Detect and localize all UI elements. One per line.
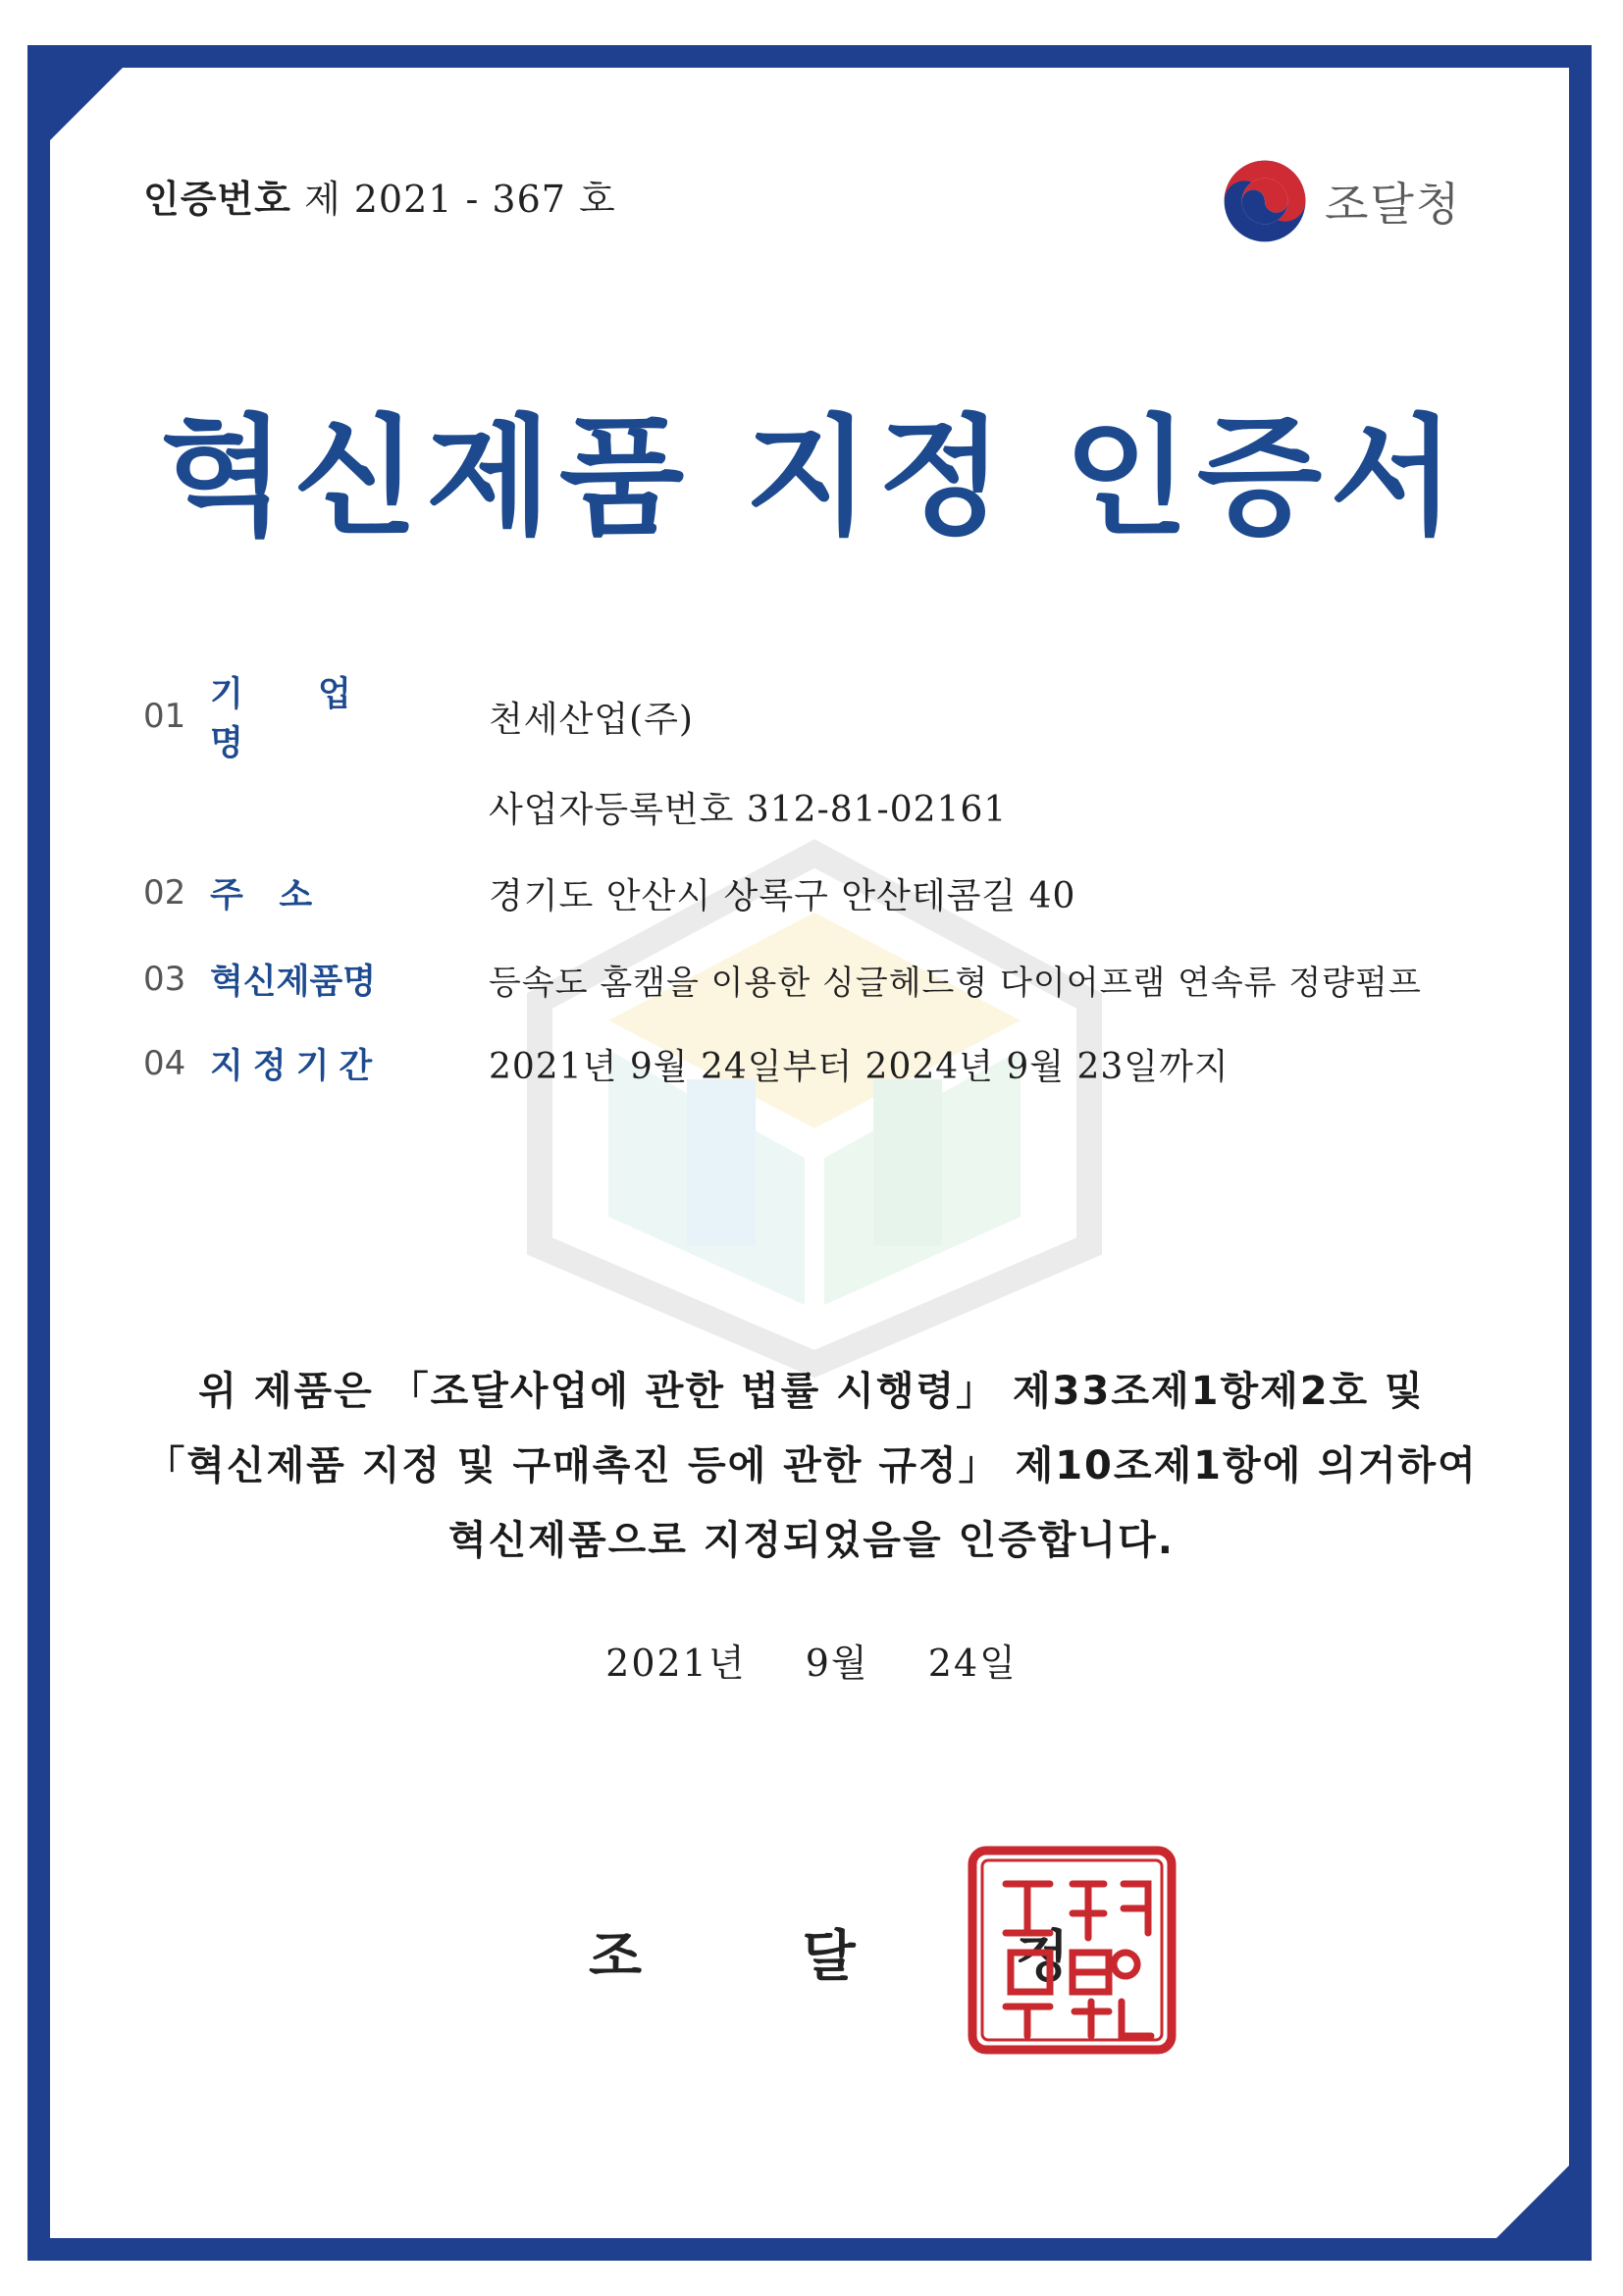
field-designation-period (143, 1034, 1230, 1093)
field-label: 혁신제품명 (210, 963, 377, 1002)
statement-line: 혁신제품으로 지정되었음을 인증합니다. (448, 1518, 1175, 1563)
certification-statement (0, 1354, 1623, 1578)
corner-ornament-bottom-right (1493, 2163, 1572, 2241)
field-address (143, 863, 1075, 922)
field-label: 기 업 명 (210, 675, 383, 763)
statement-line: 위 제품은 「조달사업에 관한 법률 시행령」 제33조제1항제2호 및 (198, 1369, 1425, 1414)
field-value: 등속도 홈캠을 이용한 싱글헤드형 다이어프램 연속류 정량펌프 (489, 963, 1422, 1003)
official-seal-stamp (967, 1845, 1178, 2056)
certificate-title: 혁신제품 지정 인증서 (160, 401, 1463, 553)
field-number: 04 (143, 1044, 186, 1083)
field-label: 주 소 (210, 876, 313, 915)
field-product-name (143, 950, 1422, 1009)
field-value: 천세산업(주) (489, 699, 694, 740)
certificate-number-value: 제 2021 - 367 호 (303, 178, 616, 221)
certificate-number (143, 169, 616, 223)
issue-date: 2021년 9월 24일 (605, 1642, 1018, 1685)
statement-line: 「혁신제품 지정 및 구매촉진 등에 관한 규정」 제10조제1항에 의거하여 (145, 1443, 1478, 1488)
field-value: 2021년 9월 24일부터 2024년 9월 23일까지 (489, 1046, 1230, 1087)
agency-logo-text: 조달청 (1325, 178, 1462, 231)
corner-ornament-top-left (47, 65, 126, 143)
taegeuk-emblem-icon (1221, 157, 1309, 245)
issuer-name: 조 달 청 (589, 1925, 1140, 1989)
field-company (143, 675, 694, 763)
agency-logo (1221, 157, 1515, 245)
field-label: 지정기간 (210, 1047, 383, 1086)
field-number: 03 (143, 960, 186, 999)
field-number: 02 (143, 873, 186, 913)
field-value: 경기도 안산시 상록구 안산테콤길 40 (489, 875, 1076, 916)
field-value: 사업자등록번호 312-81-02161 (489, 789, 1008, 830)
field-business-registration (143, 777, 1007, 836)
certificate-number-label: 인증번호 (143, 178, 291, 221)
field-number: 01 (143, 697, 186, 736)
